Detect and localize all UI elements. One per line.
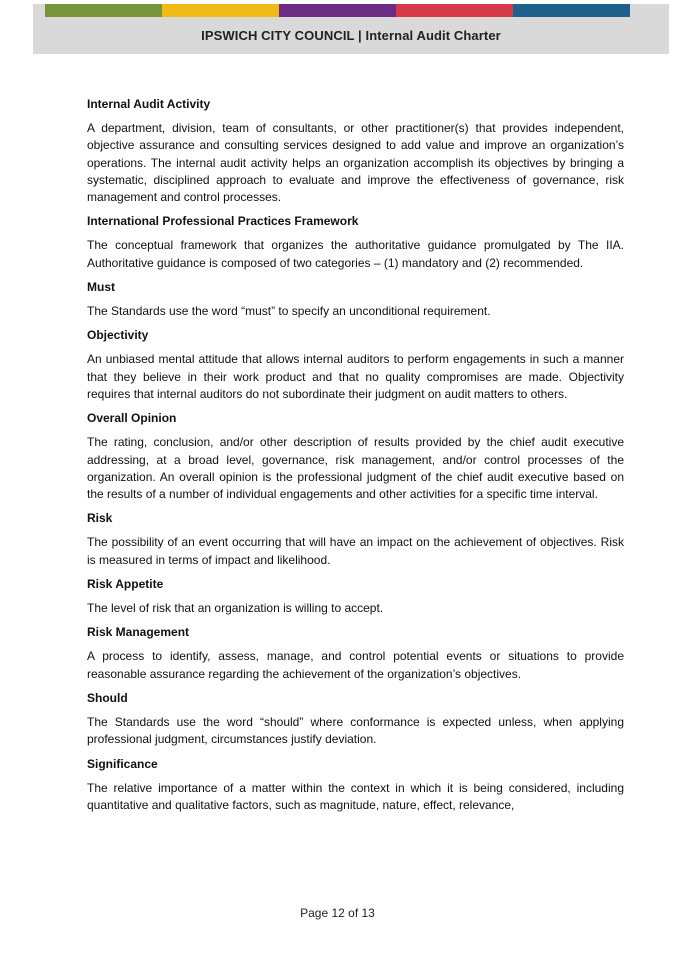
glossary-entry-significance	[87, 756, 624, 815]
glossary-definition: The relative importance of a matter within the context in which it is being considered, including quantitative and qualitative factors, such as magnitude, nature, effect, relevance,	[87, 780, 624, 812]
glossary-definition: An unbiased mental attitude that allows internal auditors to perform engagements in such a manner that they believe in their work product and that no quality compromises are made. Objectivity requires that internal auditors do not subordinate their judgment on audit matters to others.	[87, 352, 624, 401]
glossary-definition: A process to identify, assess, manage, and control potential events or situations to provide reasonable assurance regarding the achievement of the organization’s objectives.	[87, 649, 624, 681]
glossary-term: Must	[87, 280, 115, 295]
glossary-term: Objectivity	[87, 328, 149, 343]
glossary-entry-overall-opinion	[87, 410, 624, 503]
glossary-definition: The Standards use the word “must” to specify an unconditional requirement.	[87, 304, 491, 319]
glossary-entry-objectivity	[87, 327, 624, 403]
color-segment-blue	[513, 4, 630, 17]
glossary-entry-risk-management	[87, 624, 624, 683]
header-title: IPSWICH CITY COUNCIL | Internal Audit Charter	[201, 28, 501, 43]
color-segment-purple	[279, 4, 396, 17]
page-header	[33, 4, 669, 54]
glossary-term: Should	[87, 690, 128, 705]
glossary-definition: The possibility of an event occurring that will have an impact on the achievement of objectives. Risk is measured in terms of impact and likelihood.	[87, 535, 624, 567]
glossary-definition: The conceptual framework that organizes the authoritative guidance promulgated by The IIA. Authoritative guidance is composed of two categories – (1) mandatory and (2) recommended.	[87, 238, 624, 270]
color-segment-red	[396, 4, 513, 17]
glossary-entry-ippf	[87, 213, 624, 272]
header-color-bar	[45, 4, 630, 17]
glossary-definition: The level of risk that an organization is willing to accept.	[87, 601, 384, 616]
glossary-content	[87, 96, 624, 821]
glossary-term: Risk	[87, 511, 113, 526]
color-segment-green	[45, 4, 162, 17]
glossary-term: International Professional Practices Framework	[87, 214, 359, 229]
glossary-term: Internal Audit Activity	[87, 97, 211, 111]
glossary-entry-risk	[87, 510, 624, 569]
glossary-term: Overall Opinion	[87, 411, 177, 426]
glossary-entry-internal-audit-activity	[87, 96, 624, 206]
glossary-definition: The Standards use the word “should” where conformance is expected unless, when applying professional judgment, circumstances justify deviation.	[87, 714, 624, 747]
glossary-term: Significance	[87, 756, 158, 771]
color-segment-yellow	[162, 4, 279, 17]
glossary-definition: A department, division, team of consultants, or other practitioner(s) that provides independent, objective assurance and consulting services designed to add value and improve an organization’s operations. The internal audit activity helps an organization accomplish its objectives by bringing a systematic, disciplined approach to evaluate and improve the effectiveness of governance, risk management and control processes.	[87, 121, 624, 205]
glossary-definition: The rating, conclusion, and/or other description of results provided by the chief audit executive addressing, at a broad level, governance, risk management, and/or control processes of the organization. An overall opinion is the professional judgment of the chief audit executive based on the results of a number of individual engagements and other activities for a specific time interval.	[87, 435, 624, 502]
page-number: Page 12 of 13	[300, 906, 375, 920]
glossary-entry-must	[87, 279, 624, 320]
glossary-term: Risk Appetite	[87, 577, 164, 592]
glossary-term: Risk Management	[87, 625, 190, 640]
glossary-entry-risk-appetite	[87, 576, 624, 617]
glossary-entry-should	[87, 690, 624, 749]
